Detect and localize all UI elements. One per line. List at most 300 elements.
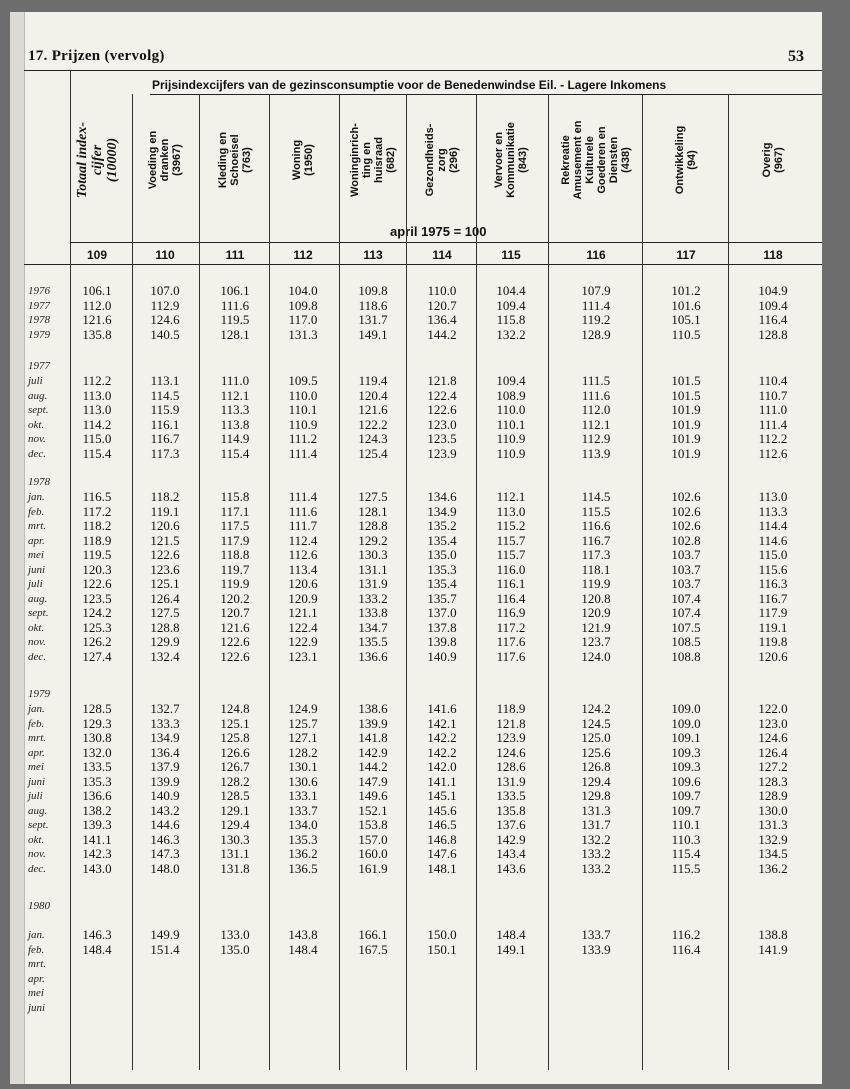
table-cell: 133.2 (581, 860, 611, 876)
table-cell: 166.1 (358, 927, 388, 942)
table-cell: 117.6 (496, 634, 526, 649)
table-cell: 138.6 (358, 701, 388, 716)
table-cell: 114.5 (150, 387, 180, 403)
table-cell: 128.8 (150, 619, 180, 635)
table-cell: 128.2 (220, 773, 250, 789)
table-cell: 123.6 (150, 561, 180, 577)
table-cell: 123.0 (758, 715, 788, 731)
table-cell: 131.3 (288, 326, 318, 342)
row-label: okt. (28, 418, 45, 431)
row-label: mei (28, 549, 44, 561)
table-cell: 144.2 (427, 326, 457, 342)
table-cell: 112.1 (496, 489, 526, 504)
table-cell: 146.3 (82, 927, 112, 942)
table-cell: 111.7 (288, 518, 318, 533)
column-divider-body (642, 222, 643, 1070)
table-cell: 120.9 (581, 605, 611, 620)
table-cell: 129.9 (150, 634, 180, 649)
table-cell: 112.2 (758, 431, 788, 446)
table-cell: 142.9 (358, 744, 388, 760)
table-cell: 133.3 (150, 715, 180, 731)
row-label: juni (28, 775, 46, 788)
table-cell: 136.4 (150, 744, 180, 760)
table-cell: 131.7 (358, 312, 388, 327)
header-rule-1 (70, 242, 822, 243)
table-cell: 109.7 (671, 788, 701, 803)
table-cell: 116.7 (150, 431, 180, 446)
table-cell: 113.0 (496, 503, 526, 519)
column-divider (199, 94, 200, 222)
table-cell: 122.9 (288, 634, 318, 649)
table-cell: 110.1 (288, 402, 318, 417)
table-cell: 117.3 (581, 547, 611, 562)
table-cell: 108.9 (496, 387, 526, 403)
table-cell: 122.6 (220, 634, 250, 649)
row-label: juni (28, 1001, 46, 1014)
row-label: 1976 (28, 285, 50, 297)
column-header: Woninginrich- ting en huisraad (682) (349, 123, 397, 197)
table-cell: 147.3 (150, 846, 180, 861)
table-cell: 146.5 (427, 817, 457, 832)
table-cell: 152.1 (358, 802, 388, 818)
section-title: 17. Prijzen (vervolg) (28, 48, 165, 64)
table-cell: 121.1 (288, 605, 318, 620)
table-cell: 121.9 (581, 619, 611, 635)
table-cell: 150.1 (427, 941, 457, 957)
table-cell: 114.5 (581, 489, 611, 504)
table-cell: 133.2 (358, 590, 388, 606)
table-cell: 111.4 (581, 297, 611, 313)
table-cell: 110.1 (496, 416, 526, 432)
table-cell: 143.2 (150, 802, 180, 818)
row-label: dec. (28, 862, 47, 875)
table-cell: 125.0 (581, 730, 611, 745)
row-label: aug. (28, 389, 48, 402)
table-cell: 132.9 (758, 831, 788, 847)
table-cell: 104.0 (288, 283, 318, 298)
table-cell: 148.4 (288, 941, 318, 957)
table-cell: 116.6 (581, 518, 611, 533)
table-cell: 114.4 (758, 518, 788, 533)
row-label: juli (28, 790, 43, 802)
table-cell: 118.9 (82, 532, 112, 548)
table-cell: 121.6 (82, 312, 112, 327)
row-label: feb. (28, 505, 45, 518)
table-cell: 126.8 (581, 759, 611, 774)
column-divider (548, 94, 549, 222)
column-header: Ontwikkeling (94) (674, 125, 698, 195)
row-label: juni (28, 563, 46, 576)
table-cell: 112.1 (581, 416, 611, 432)
table-cell: 110.0 (427, 283, 457, 298)
table-cell: 132.0 (82, 744, 112, 760)
row-label: mei (28, 987, 44, 999)
table-cell: 127.4 (82, 648, 112, 664)
table-cell: 117.9 (220, 532, 250, 548)
table-cell: 141.6 (427, 701, 457, 716)
column-number: 111 (225, 248, 245, 262)
table-cell: 120.6 (150, 518, 180, 533)
year-group-label: 1977 (28, 360, 50, 372)
table-cell: 130.6 (288, 773, 318, 789)
row-label: jan. (28, 929, 45, 941)
table-cell: 120.7 (427, 297, 457, 313)
table-cell: 124.3 (358, 431, 388, 446)
table-cell: 102.8 (671, 532, 701, 548)
table-cell: 119.1 (150, 503, 180, 519)
table-cell: 107.4 (671, 605, 701, 620)
table-cell: 122.2 (358, 416, 388, 432)
table-cell: 148.4 (82, 941, 112, 957)
column-header: Vervoer en Kommunikatie (843) (493, 122, 529, 198)
table-cell: 132.4 (150, 648, 180, 664)
table-cell: 103.7 (671, 561, 701, 577)
table-cell: 109.7 (671, 802, 701, 818)
table-cell: 120.7 (220, 605, 250, 620)
table-cell: 128.9 (581, 326, 611, 342)
table-cell: 131.8 (220, 860, 250, 876)
table-cell: 129.4 (581, 773, 611, 789)
column-header: Woning (1950) (291, 139, 315, 181)
table-cell: 116.0 (496, 561, 526, 577)
table-cell: 115.8 (496, 312, 526, 327)
table-cell: 112.1 (220, 387, 250, 403)
table-cell: 129.8 (581, 788, 611, 803)
table-cell: 110.0 (288, 387, 318, 403)
table-cell: 119.1 (758, 619, 788, 635)
table-cell: 148.0 (150, 860, 180, 876)
table-cell: 129.4 (220, 817, 250, 832)
table-cell: 123.1 (288, 648, 318, 664)
table-cell: 101.9 (671, 445, 701, 461)
column-header: Gezondheids- zorg (296) (424, 123, 460, 197)
table-cell: 142.2 (427, 744, 457, 760)
table-cell: 112.0 (82, 297, 112, 313)
table-cell: 124.6 (150, 312, 180, 327)
column-header: Kleding en Schoeisel (763) (217, 131, 253, 189)
table-cell: 113.0 (758, 489, 788, 504)
table-cell: 102.6 (671, 489, 701, 504)
table-cell: 160.0 (358, 846, 388, 861)
table-cell: 119.7 (220, 561, 250, 577)
table-cell: 148.1 (427, 860, 457, 876)
table-cell: 147.9 (358, 773, 388, 789)
table-cell: 141.1 (82, 831, 112, 847)
year-group-label: 1980 (28, 900, 50, 912)
table-cell: 115.0 (82, 431, 112, 446)
table-cell: 134.9 (427, 503, 457, 519)
table-cell: 121.8 (427, 373, 457, 388)
table-cell: 142.3 (82, 846, 112, 861)
row-label: aug. (28, 592, 48, 605)
table-cell: 116.1 (496, 576, 526, 591)
table-cell: 113.4 (288, 561, 318, 577)
table-cell: 116.9 (496, 605, 526, 620)
column-number: 115 (501, 248, 521, 262)
table-cell: 130.3 (358, 547, 388, 562)
table-cell: 126.4 (758, 744, 788, 760)
table-cell: 114.6 (758, 532, 788, 548)
table-cell: 148.4 (496, 927, 526, 942)
table-cell: 157.0 (358, 831, 388, 847)
table-cell: 133.0 (220, 927, 250, 942)
table-cell: 150.0 (427, 927, 457, 942)
table-cell: 133.2 (581, 846, 611, 861)
column-divider-body (269, 222, 270, 1070)
table-cell: 109.3 (671, 744, 701, 760)
table-cell: 101.5 (671, 387, 701, 403)
table-cell: 144.6 (150, 817, 180, 832)
table-cell: 109.0 (671, 715, 701, 731)
table-cell: 103.7 (671, 576, 701, 591)
table-cell: 137.9 (150, 759, 180, 774)
column-divider-body (199, 222, 200, 1070)
table-cell: 102.6 (671, 518, 701, 533)
column-divider (339, 94, 340, 222)
column-divider-body (339, 222, 340, 1070)
row-label: mrt. (28, 958, 47, 970)
table-cell: 131.7 (581, 817, 611, 832)
table-cell: 124.5 (581, 715, 611, 731)
table-cell: 116.5 (82, 489, 112, 504)
table-cell: 145.1 (427, 788, 457, 803)
table-cell: 101.2 (671, 283, 701, 298)
table-cell: 135.5 (358, 634, 388, 649)
table-cell: 133.5 (82, 759, 112, 774)
table-cell: 131.9 (358, 576, 388, 591)
table-cell: 131.3 (758, 817, 788, 832)
table-cell: 123.9 (496, 730, 526, 745)
column-number: 118 (763, 248, 783, 262)
table-cell: 135.0 (220, 941, 250, 957)
table-cell: 138.2 (82, 802, 112, 818)
table-cell: 109.4 (496, 373, 526, 388)
table-cell: 111.6 (220, 297, 250, 313)
table-cell: 109.6 (671, 773, 701, 789)
table-cell: 126.6 (220, 744, 250, 760)
table-cell: 101.6 (671, 297, 701, 313)
table-cell: 132.7 (150, 701, 180, 716)
table-cell: 146.8 (427, 831, 457, 847)
table-cell: 122.6 (220, 648, 250, 664)
table-cell: 140.9 (150, 788, 180, 803)
table-cell: 117.3 (150, 445, 180, 461)
table-cell: 115.6 (758, 561, 788, 577)
year-group-label: 1979 (28, 688, 50, 700)
table-cell: 111.0 (758, 402, 788, 417)
table-cell: 116.4 (671, 941, 701, 957)
column-number: 114 (432, 248, 452, 262)
table-cell: 109.4 (496, 297, 526, 313)
table-cell: 118.8 (220, 547, 250, 562)
table-cell: 116.3 (758, 576, 788, 591)
row-label: feb. (28, 717, 45, 730)
table-cell: 140.5 (150, 326, 180, 342)
table-cell: 130.3 (220, 831, 250, 847)
table-cell: 139.9 (358, 715, 388, 731)
column-number: 117 (676, 248, 696, 262)
table-cell: 128.2 (288, 744, 318, 760)
table-cell: 137.6 (496, 817, 526, 832)
table-cell: 151.4 (150, 941, 180, 957)
table-cell: 127.1 (288, 730, 318, 745)
table-cell: 143.0 (82, 860, 112, 876)
table-cell: 122.0 (758, 701, 788, 716)
column-header: Voeding en dranken (3967) (147, 130, 183, 190)
table-cell: 135.4 (427, 532, 457, 548)
table-cell: 135.2 (427, 518, 457, 533)
table-cell: 124.6 (496, 744, 526, 760)
table-cell: 123.9 (427, 445, 457, 461)
table-cell: 136.2 (758, 860, 788, 876)
table-cell: 130.8 (82, 730, 112, 745)
table-cell: 131.1 (220, 846, 250, 861)
table-cell: 120.4 (358, 387, 388, 403)
binding-margin (10, 12, 25, 1084)
table-cell: 109.0 (671, 701, 701, 716)
table-cell: 118.2 (150, 489, 180, 504)
table-cell: 134.6 (427, 489, 457, 504)
table-cell: 115.5 (581, 503, 611, 519)
document-page (10, 12, 822, 1084)
table-cell: 120.2 (220, 590, 250, 606)
row-label: okt. (28, 833, 45, 846)
row-label: nov. (28, 433, 46, 445)
table-cell: 135.0 (427, 547, 457, 562)
table-cell: 115.8 (220, 489, 250, 504)
table-cell: 143.8 (288, 927, 318, 942)
table-cell: 120.6 (758, 648, 788, 664)
table-cell: 116.7 (758, 590, 788, 606)
table-cell: 132.2 (496, 326, 526, 342)
table-cell: 142.1 (427, 715, 457, 731)
column-header: Overig (967) (761, 142, 785, 178)
table-cell: 112.6 (288, 547, 318, 562)
row-label: juli (28, 578, 43, 590)
table-cell: 112.9 (581, 431, 611, 446)
column-number: 116 (586, 248, 606, 262)
table-cell: 112.2 (82, 373, 112, 388)
table-cell: 111.4 (288, 489, 318, 504)
table-cell: 115.9 (150, 402, 180, 417)
table-cell: 119.5 (220, 312, 250, 327)
table-cell: 133.1 (288, 788, 318, 803)
table-cell: 107.9 (581, 283, 611, 298)
table-cell: 107.5 (671, 619, 701, 635)
table-cell: 124.9 (288, 701, 318, 716)
table-cell: 123.5 (82, 590, 112, 606)
table-cell: 126.4 (150, 590, 180, 606)
row-label: sept. (28, 404, 49, 416)
table-cell: 121.8 (496, 715, 526, 731)
column-divider (476, 94, 477, 222)
table-cell: 124.0 (581, 648, 611, 664)
table-cell: 120.3 (82, 561, 112, 577)
table-cell: 122.6 (150, 547, 180, 562)
column-number: 113 (363, 248, 383, 262)
table-cell: 128.1 (220, 326, 250, 342)
table-cell: 117.9 (758, 605, 788, 620)
table-cell: 111.6 (288, 503, 318, 519)
row-label: 1979 (28, 328, 50, 341)
table-cell: 116.1 (150, 416, 180, 432)
table-cell: 118.1 (581, 561, 611, 577)
table-cell: 133.8 (358, 605, 388, 620)
table-cell: 117.0 (288, 312, 318, 327)
table-cell: 119.9 (581, 576, 611, 591)
table-cell: 138.8 (758, 927, 788, 942)
table-cell: 117.5 (220, 518, 250, 533)
table-cell: 110.1 (671, 817, 701, 832)
table-cell: 111.6 (581, 387, 611, 403)
row-label: mrt. (28, 520, 47, 532)
table-cell: 112.4 (288, 532, 318, 548)
table-cell: 124.8 (220, 701, 250, 716)
table-cell: 117.2 (82, 503, 112, 519)
table-cell: 104.9 (758, 283, 788, 298)
row-label: 1977 (28, 299, 50, 312)
row-label: nov. (28, 848, 46, 860)
table-cell: 135.3 (288, 831, 318, 847)
table-cell: 119.8 (758, 634, 788, 649)
table-cell: 136.6 (82, 788, 112, 803)
table-cell: 112.6 (758, 445, 788, 461)
table-cell: 115.7 (496, 547, 526, 562)
table-cell: 109.3 (671, 759, 701, 774)
table-cell: 134.0 (288, 817, 318, 832)
row-label: okt. (28, 621, 45, 634)
table-cell: 113.8 (220, 416, 250, 432)
table-cell: 149.9 (150, 927, 180, 942)
table-cell: 101.9 (671, 402, 701, 417)
table-cell: 109.5 (288, 373, 318, 388)
table-cell: 122.6 (427, 402, 457, 417)
table-cell: 115.2 (496, 518, 526, 533)
table-cell: 125.7 (288, 715, 318, 731)
table-cell: 111.4 (758, 416, 788, 432)
table-cell: 133.7 (288, 802, 318, 818)
column-divider (728, 94, 729, 222)
row-label: mei (28, 761, 44, 773)
table-cell: 137.0 (427, 605, 457, 620)
table-cell: 123.7 (581, 634, 611, 649)
table-cell: 116.2 (671, 927, 701, 942)
table-cell: 125.6 (581, 744, 611, 760)
table-cell: 104.4 (496, 283, 526, 298)
table-cell: 117.1 (220, 503, 250, 519)
table-cell: 125.4 (358, 445, 388, 461)
table-cell: 109.8 (288, 297, 318, 313)
table-cell: 115.5 (671, 860, 701, 876)
table-cell: 119.9 (220, 576, 250, 591)
table-cell: 110.7 (758, 387, 788, 403)
table-cell: 139.8 (427, 634, 457, 649)
table-cell: 149.1 (358, 326, 388, 342)
table-cell: 136.4 (427, 312, 457, 327)
group-title-rule (150, 94, 822, 95)
table-cell: 137.8 (427, 619, 457, 635)
row-label: aug. (28, 804, 48, 817)
table-cell: 142.9 (496, 831, 526, 847)
table-cell: 110.4 (758, 373, 788, 388)
table-cell: 101.5 (671, 373, 701, 388)
row-label: dec. (28, 650, 47, 663)
header-rule-2 (24, 264, 822, 265)
table-cell: 142.2 (427, 730, 457, 745)
row-label: apr. (28, 746, 45, 759)
row-label: jan. (28, 491, 45, 503)
table-cell: 136.2 (288, 846, 318, 861)
